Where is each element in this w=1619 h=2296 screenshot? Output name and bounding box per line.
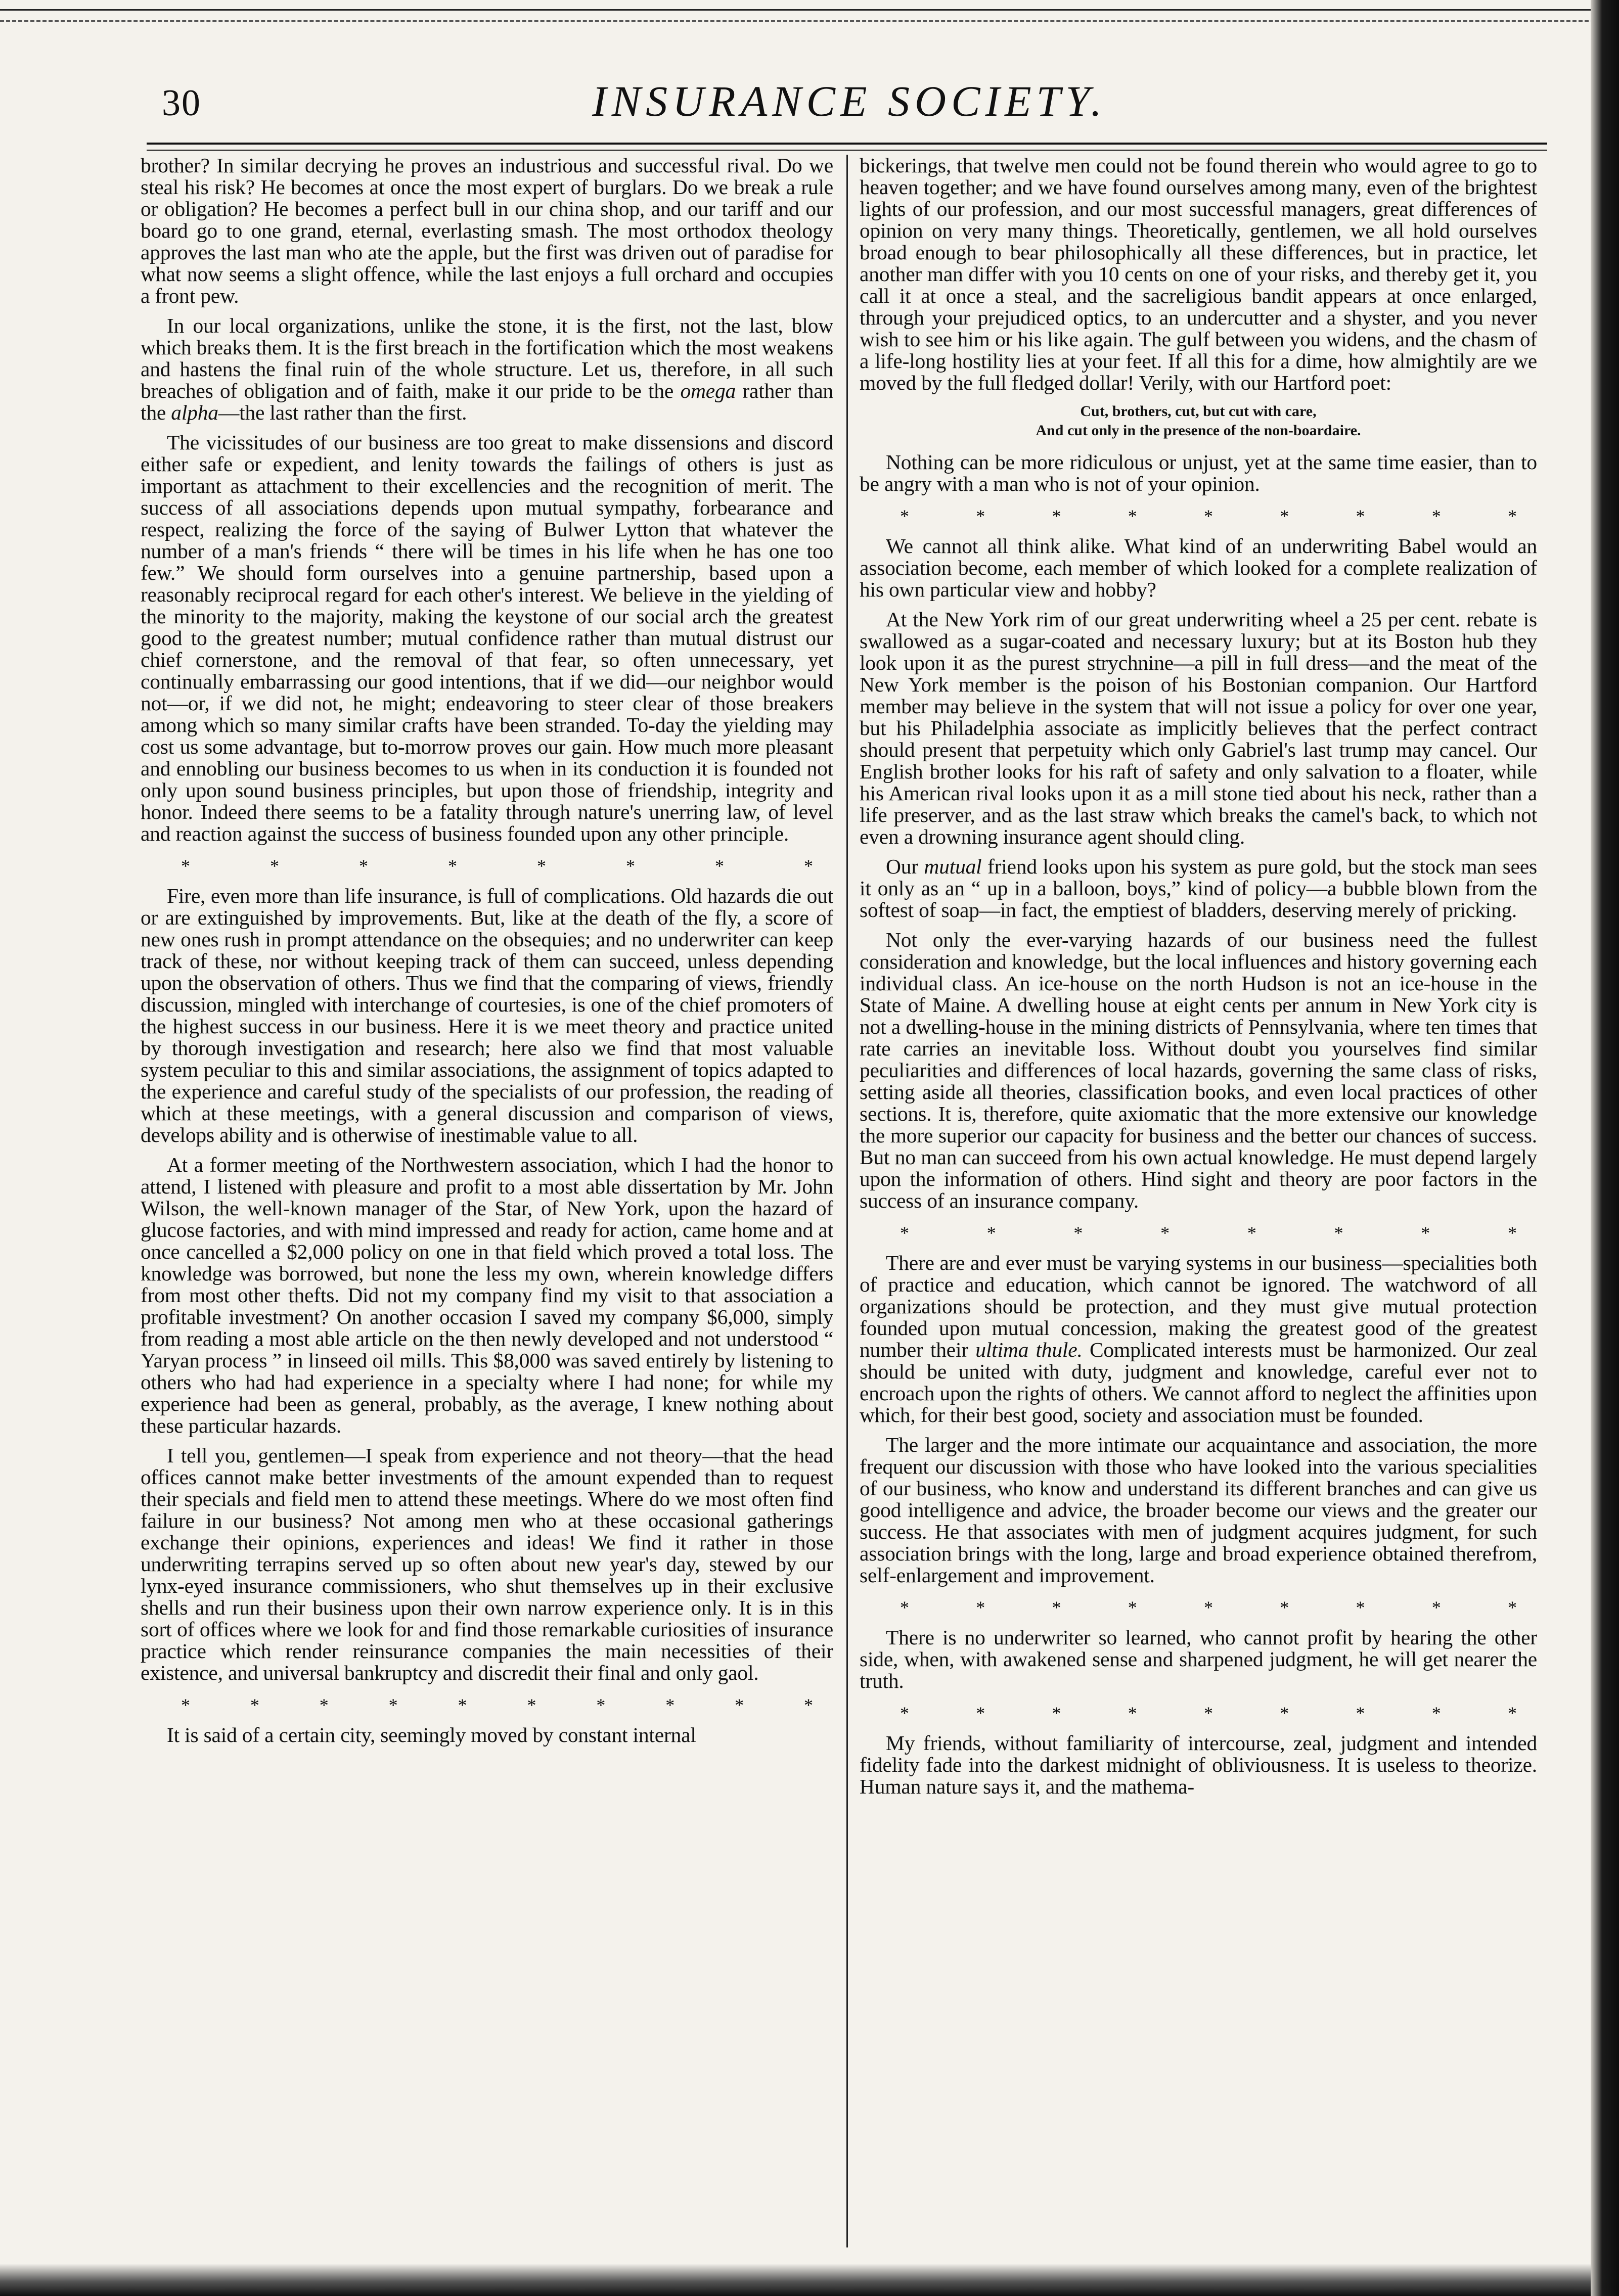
paragraph: At a former meeting of the Northwestern association, which I had the honor to attend, I listened with pleasure and profit to a most able dissertation by Mr. John Wilson, the well-known manager of the Star, of New York, upon the hazard of glucose factories, and with mind impressed and ready for action, came home and at once cancelled a $2,000 policy on one in that field which proved a total loss. The knowledge was borrowed, but none the less my own, wherein knowledge differs from most other thefts. Did not my company find my visit to that association a profitable investment? On another occasion I saved my company $6,000, simply from reading a most able article on the then newly developed and not understood “ Yaryan process ” in linseed oil mills. This $8,000 was saved entirely by listening to others who had had experience in a specialty where I had none; for while my experience had been as general, probably, as the average, I knew nothing about these particular hazards. (141, 1153, 833, 1437)
binding-edge (1591, 0, 1619, 2296)
page-header (162, 76, 1537, 131)
section-break: * * * * * * * * (900, 1223, 1517, 1243)
paragraph: My friends, without familiarity of intercourse, zeal, judgment and intended fidelity fade into the darkest midnight of obliviousness. It is useless to theorize. Human nature says it, and the mathema- (860, 1731, 1537, 1798)
section-break: * * * * * * * * * * (181, 1695, 813, 1715)
right-column (860, 155, 1537, 2258)
section-break: * * * * * * * * * (900, 1703, 1517, 1723)
paragraph: Fire, even more than life insurance, is full of complications. Old hazards die out or are extinguished by improvements. But, like at the death of the fly, a score of new ones rush in prompt attendance on the obsequies; and no underwriter can keep track of these, nor without keeping track of them can succeed, unless depending upon the observation of others. Thus we find that the comparing of views, friendly discussion, mingled with interchange of courtesies, is one of the chief promoters of the highest success in our business. Here it is we meet theory and practice united by thorough investigation and research; here also we find that most valuable system peculiar to this and similar associations, the assignment of topics adapted to the experience and careful study of the specialists of our profession, the reading of which at these meetings, with a general discussion and comparison of views, develops ability and is otherwise of inestimable value to all. (141, 884, 833, 1146)
paragraph: At the New York rim of our great underwriting wheel a 25 per cent. rebate is swallowed as a sugar-coated and necessary luxury; but at its Boston hub they look upon it as the purest strychnine—a pill in full dress—and the meat of the New York member is the poison of his Bostonian companion. Our Hartford member may believe in the system that will not issue a policy for over one year, but his Philadelphia associate as implicitly believes that the perfect contract should present that perpetuity which only Gabriel's last trump may cancel. Our English brother looks for his raft of safety and only salvation to a floater, while his American rival looks upon it as a mill stone tied about his neck, rather than a life preserver, and as the last straw which breaks the camel's back, to which not even a drowning insurance agent should cling. (860, 608, 1537, 848)
paragraph: Not only the ever-varying hazards of our business need the fullest consideration and knowledge, but the local influences and history governing each individual class. An ice-house on the north Hudson is not an ice-house in the State of Maine. A dwelling house at eight cents per annum in New York city is not a dwelling-house in the mining districts of Pennsylvania, where ten times that rate carries an inevitable loss. Without doubt you yourselves find similar peculiarities and differences of local hazards, governing the same class of risks, setting aside all theories, classification books, and even local practices of other sections. It is, therefore, quite axiomatic that the more extensive our knowledge the more superior our capacity for business and the better our chances of success. But no man can succeed from his own actual knowledge. He must depend largely upon the information of others. Hind sight and theory are poor factors in the success of an insurance company. (860, 928, 1537, 1212)
paragraph: The vicissitudes of our business are too great to make dissensions and discord either safe or expedient, and lenity towards the failings of others is just as important as attachment to their excellencies and the recognition of merit. The success of all associations depends upon mutual sympathy, forbearance and respect, realizing the force of the saying of Bulwer Lytton that whatever the number of a man's friends “ there will be times in his life when he has one too few.” We should form ourselves into a genuine partnership, based upon a reasonably reciprocal regard for each other's interest. We believe in the yielding of the minority to the majority, making the keystone of our social arch the greatest good to the greatest number; mutual confidence rather than mutual distrust our chief cornerstone, and the removal of that fear, so often unnecessary, yet continually embarrassing our good intentions, that if we did—our neighbor would not—or, if we did not, he might; endeavoring to steer clear of those breakers among which so many similar crafts have been stranded. To-day the yielding may cost us some advantage, but to-morrow proves our gain. How much more pleasant and ennobling our business becomes to us when in its conduction it is founded not only upon sound business principles, but upon those of friendship, integrity and honor. Indeed there seems to be a fatality through nature's unerring law, of level and reaction against the success of business founded upon any other principle. (141, 431, 833, 845)
header-rule (147, 143, 1547, 145)
column-divider (846, 155, 848, 2247)
emphasis: alpha (171, 401, 218, 424)
paragraph: bickerings, that twelve men could not be found therein who would agree to go to heaven together; and we have found ourselves among many, even of the brightest lights of our profession, and our most successful managers, great differences of opinion on very many things. Theoretically, gentlemen, we all hold ourselves broad enough to bear philosophically all these differences, but in practice, let another man differ with you 10 cents on one of your risks, and thereby get it, you call it at once a steal, and the sacreligious bandit appears at once enlarged, through your prejudiced optics, to an undercutter and a shyster, and you never wish to see him or his like again. The gulf between you widens, and the chasm of a life-long hostility lies at your feet. If all this for a dime, how almightily are we moved by the full fledged dollar! Verily, with our Hartford poet: (860, 155, 1537, 394)
paragraph: The larger and the more intimate our acquaintance and association, the more frequent our discussion with those who have looked into the various specialities of our business, who know and understand its different branches and can give us good intelligence and advice, the broader become our views and the greater our success. He that associates with men of judgment acquires judgment, for such association brings with the long, large and broad experience obtained therefrom, self-enlargement and improvement. (860, 1433, 1537, 1587)
paragraph: There is no underwriter so learned, who cannot profit by hearing the other side, when, with awakened sense and sharpened judgment, he will get nearer the truth. (860, 1626, 1537, 1692)
paragraph: There are and ever must be varying systems in our business—specialities both of practice and education, which cannot be ignored. The watchword of all organizations should be protection, and they must give mutual protection founded upon mutual concession, making the greatest good of the greatest number their ultima thule. Complicated interests must be harmonized. Our zeal should be united with duty, judgment and knowledge, careful ever not to encroach upon the rights of others. We cannot afford to neglect the affinities upon which, for their best good, society and association must be founded. (860, 1251, 1537, 1427)
top-dashed-border (0, 20, 1619, 22)
paragraph: brother? In similar decrying he proves an industrious and successful rival. Do we steal his risk? He becomes at once the most expert of burglars. Do we break a rule or obligation? He becomes a perfect bull in our china shop, and our tariff and our board go to one grand, eternal, everlasting smash. The most orthodox theology approves the last man who ate the apple, but the first was driven out of paradise for what now seems a slight offence, while the last enjoys a full orchard and occupies a front pew. (141, 155, 833, 307)
running-title: INSURANCE SOCIETY. (592, 77, 1107, 125)
paragraph: In our local organizations, unlike the stone, it is the first, not the last, blow which breaks them. It is the first breach in the fortification which the most weakens and hastens the final ruin of the whole structure. Let us, therefore, in all such breaches of obligation and of faith, make it our pride to be the omega rather than the alpha—the last rather than the first. (141, 314, 833, 424)
left-column (141, 155, 833, 2258)
top-border (0, 0, 1619, 11)
section-break: * * * * * * * * (181, 856, 813, 876)
verse-line: Cut, brothers, cut, but cut with care, (1080, 403, 1317, 420)
emphasis: mutual (924, 855, 982, 878)
page-number: 30 (162, 82, 201, 124)
paragraph: I tell you, gentlemen—I speak from experience and not theory—that the head offices cannot make better investments of the amount expended than to request their specials and field men to attend these meetings. Where do we most often find failure in our business? Not among men who at these occasional gatherings exchange their opinions, experiences and ideas! We find it rather in those underwriting terrapins served up so often about new year's day, stewed by our lynx-eyed insurance commissioners, who shut themselves up in their exclusive shells and run their business upon their own narrow experience only. It is in this sort of offices where we look for and find those remarkable curiosities of insurance practice which render reinsurance companies the main necessities of their existence, and universal bankruptcy and discredit their final and only gaol. (141, 1444, 833, 1684)
section-break: * * * * * * * * * (900, 1597, 1517, 1618)
header-rule-thin (147, 150, 1547, 151)
bottom-edge (0, 2264, 1591, 2296)
verse-line: And cut only in the presence of the non-boardaire. (1036, 422, 1361, 439)
paragraph: It is said of a certain city, seemingly moved by constant internal (167, 1723, 696, 1747)
emphasis: omega (680, 379, 736, 402)
paragraph: We cannot all think alike. What kind of an underwriting Babel would an association become, each member of which looked for a complete realization of his own particular view and hobby? (860, 534, 1537, 601)
paragraph: Our mutual friend looks upon his system as pure gold, but the stock man sees it only as an “ up in a balloon, boys,” kind of policy—a bubble blown from the softest of soap—in fact, the emptiest of bladders, deserving merely of pricking. (860, 855, 1537, 922)
section-break: * * * * * * * * * (900, 506, 1517, 526)
emphasis: ultima thule. (975, 1338, 1083, 1361)
paragraph: Nothing can be more ridiculous or unjust, yet at the same time easier, than to be angry with a man who is not of your opinion. (860, 450, 1537, 495)
verse-quote (860, 402, 1537, 440)
